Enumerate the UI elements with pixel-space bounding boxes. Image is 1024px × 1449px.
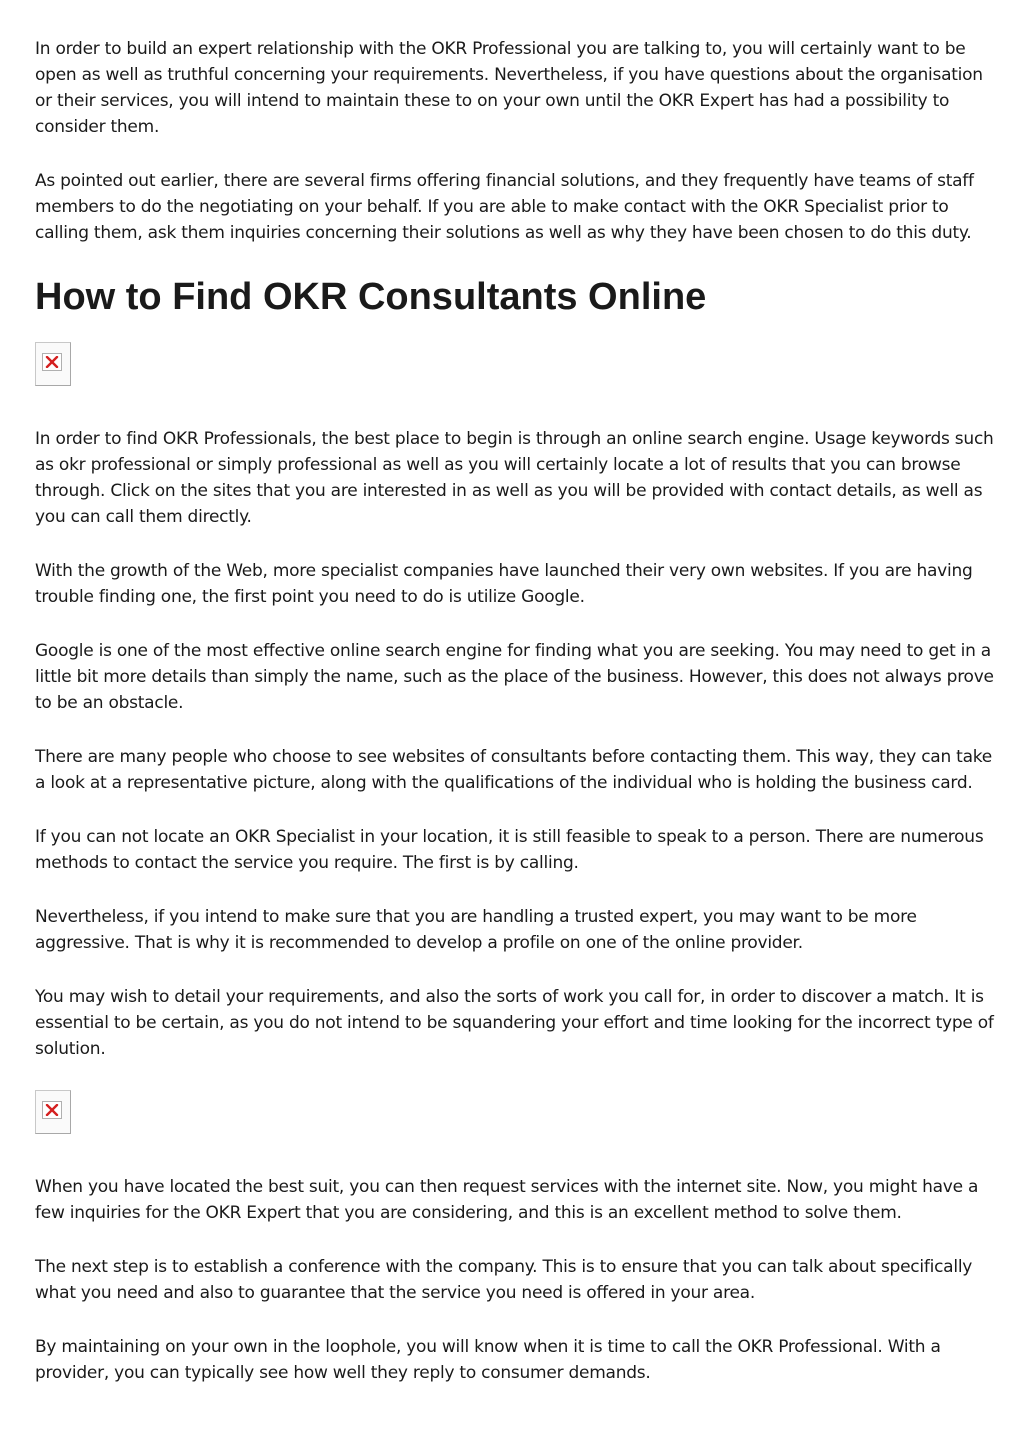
paragraph-3: Google is one of the most effective online search engine for finding what you are seeking. You may need to get in a little bit more details than simply the name, such as the place of the business. However, this does not always prove to be an obstacle.	[35, 641, 994, 713]
paragraph-1: In order to find OKR Professionals, the best place to begin is through an online search engine. Usage keywords such as okr professional or simply professional as well as you will certainly locate a lot of results that you can browse through. Click on the sites that you are interested in as well as you will be provided with contact details, as well as you can call them directly.	[35, 429, 994, 527]
paragraph-7: You may wish to detail your requirements, and also the sorts of work you call for, in order to discover a match. It is essential to be certain, as you do not intend to be squandering your effort and time looking for the incorrect type of solution.	[35, 987, 994, 1059]
paragraph-intro-2: As pointed out earlier, there are several firms offering financial solutions, and they frequently have teams of staff members to do the negotiating on your behalf. If you are able to make contact with the OKR Specialist prior to calling them, ask them inquiries concerning their solutions as well as why they have been chosen to do this duty.	[35, 171, 974, 243]
paragraph-intro-1: In order to build an expert relationship with the OKR Professional you are talking to, you will certainly want to be open as well as truthful concerning your requirements. Nevertheless, if you have questions about the organisation or their services, you will intend to maintain these to on your own until the OKR Expert has had a possibility to consider them.	[35, 39, 983, 137]
article-body	[35, 36, 995, 1414]
paragraph-8: When you have located the best suit, you can then request services with the internet site. Now, you might have a few inquiries for the OKR Expert that you are considering, and this is an excellent method to solve them.	[35, 1177, 979, 1223]
broken-image-icon	[42, 353, 62, 371]
paragraph-6: Nevertheless, if you intend to make sure that you are handling a trusted expert, you may want to be more aggressive. That is why it is recommended to develop a profile on one of the online provider.	[35, 907, 917, 953]
section-heading: How to Find OKR Consultants Online	[35, 276, 707, 318]
paragraph-10: By maintaining on your own in the loophole, you will know when it is time to call the OKR Professional. With a provider, you can typically see how well they reply to consumer demands.	[35, 1337, 941, 1383]
paragraph-4: There are many people who choose to see websites of consultants before contacting them. This way, they can take a look at a representative picture, along with the qualifications of the individual who is holding the business card.	[35, 747, 992, 793]
paragraph-5: If you can not locate an OKR Specialist in your location, it is still feasible to speak to a person. There are numerous methods to contact the service you require. The first is by calling.	[35, 827, 984, 873]
paragraph-2: With the growth of the Web, more specialist companies have launched their very own websites. If you are having trouble finding one, the first point you need to do is utilize Google.	[35, 561, 973, 607]
broken-image-1	[35, 342, 71, 386]
broken-image-icon	[42, 1101, 62, 1119]
paragraph-9: The next step is to establish a conference with the company. This is to ensure that you can talk about specifically what you need and also to guarantee that the service you need is offered in your area.	[35, 1257, 973, 1303]
broken-image-2	[35, 1090, 71, 1134]
